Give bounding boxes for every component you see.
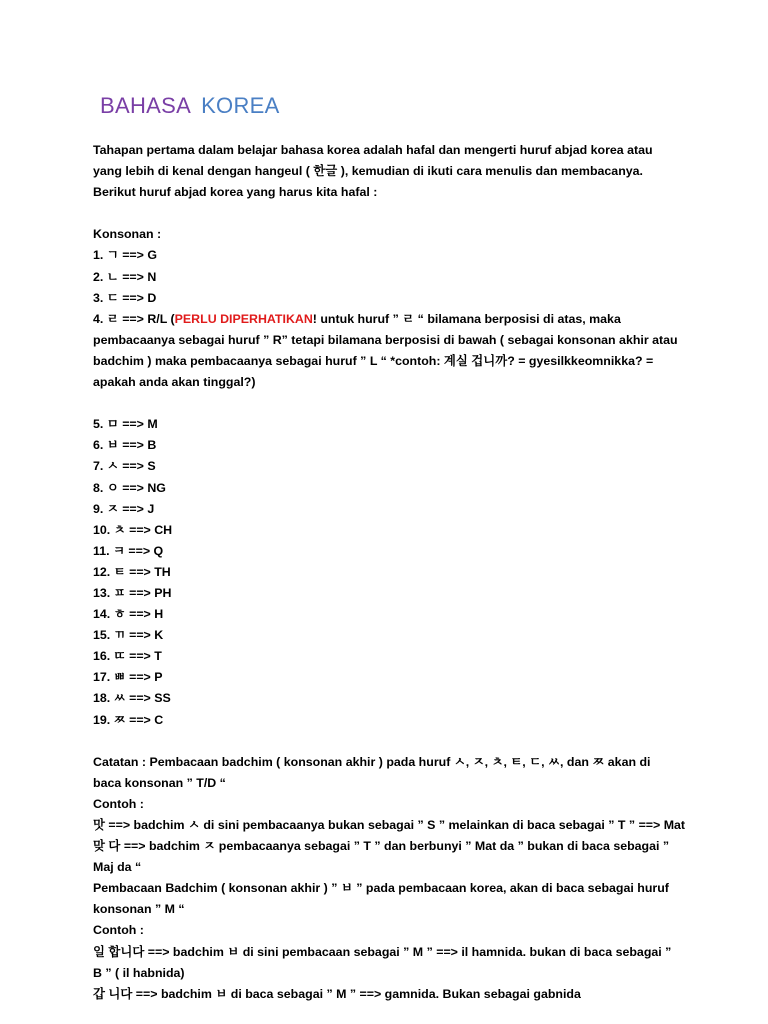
title-word-korea: KOREA: [201, 93, 280, 118]
consonant-item: 16. ㄸ ==> T: [93, 649, 162, 664]
consonant-item: 5. ㅁ ==> M: [93, 417, 158, 432]
item4-prefix: 4. ㄹ ==> R/L (: [93, 311, 175, 326]
catatan-line: Catatan : Pembacaan badchim ( konsonan akhir ) pada huruf ㅅ, ㅈ, ㅊ, ㅌ, ㄷ, ㅆ, dan ㅉ akan di: [93, 754, 651, 769]
consonant-item: 9. ㅈ ==> J: [93, 501, 155, 516]
intro-line: Tahapan pertama dalam belajar bahasa korea adalah hafal dan mengerti huruf abjad korea atau: [93, 143, 653, 157]
item4-suffix: ! untuk huruf ” ㄹ “ bilamana berposisi di atas, maka: [312, 311, 621, 326]
catatan-line: konsonan ” M “: [93, 902, 185, 917]
catatan-line: Pembacaan Badchim ( konsonan akhir ) ” ㅂ ” pada pembacaan korea, akan di baca sebagai huruf: [93, 881, 669, 896]
example-line: 갑 니다 ==> badchim ㅂ di baca sebagai ” M ” ==> gamnida. Bukan sebagai gabnida: [93, 986, 581, 1001]
intro-line: Berikut huruf abjad korea yang harus kita hafal :: [93, 185, 378, 200]
spacer: [93, 731, 683, 752]
example-line: 맞 다 ==> badchim ㅈ pembacaanya sebagai ” T ” dan berbunyi ” Mat da ” bukan di baca sebagai ”: [93, 839, 670, 854]
item4-line: apakah anda akan tinggal?): [93, 375, 256, 390]
contoh-heading: Contoh :: [93, 923, 144, 938]
consonant-item: 19. ㅉ ==> C: [93, 712, 164, 727]
item4-line: pembacaanya sebagai huruf ” R” tetapi bilamana berposisi di bawah ( sebagai konsonan akhir atau: [93, 332, 678, 347]
consonant-item: 12. ㅌ ==> TH: [93, 564, 171, 579]
consonant-item: 8. ㅇ ==> NG: [93, 480, 166, 495]
spacer: [93, 393, 683, 414]
consonant-item: 2. ㄴ ==> N: [93, 269, 157, 284]
consonant-item: 7. ㅅ ==> S: [93, 459, 156, 474]
consonant-item-4: [93, 309, 683, 330]
title-word-bahasa: BAHASA: [100, 93, 192, 118]
consonant-item: 11. ㅋ ==> Q: [93, 543, 164, 558]
intro-line: yang lebih di kenal dengan hangeul ( 한글 ), kemudian di ikuti cara menulis dan membacanya.: [93, 164, 643, 179]
example-line: 맛 ==> badchim ㅅ di sini pembacaanya bukan sebagai ” S ” melainkan di baca sebagai ” T ” ==> Mat: [93, 818, 686, 832]
example-line: 일 합니다 ==> badchim ㅂ di sini pembacaan sebagai ” M ” ==> il hamnida. bukan di baca sebagai ”: [93, 944, 672, 959]
consonant-item: 15. ㄲ ==> K: [93, 628, 164, 643]
page-title: [100, 93, 280, 119]
catatan-line: baca konsonan ” T/D “: [93, 775, 226, 790]
document-body: [93, 140, 686, 1005]
consonant-item: 17. ㅃ ==> P: [93, 670, 163, 685]
consonant-item: 1. ㄱ ==> G: [93, 248, 157, 263]
consonant-item: 18. ㅆ ==> SS: [93, 691, 171, 706]
item4-line: badchim ) maka pembacaanya sebagai huruf ” L “ *contoh: 계실 겁니까? = gyesilkkeomnikka? =: [93, 353, 654, 368]
consonant-item: 10. ㅊ ==> CH: [93, 522, 173, 537]
example-line: Maj da “: [93, 860, 142, 875]
consonant-item: 3. ㄷ ==> D: [93, 290, 157, 305]
konsonan-heading: Konsonan :: [93, 227, 162, 242]
attention-highlight: PERLU DIPERHATIKAN: [174, 311, 313, 326]
example-line: B ” ( il habnida): [93, 965, 185, 980]
spacer: [93, 203, 683, 224]
consonant-item: 13. ㅍ ==> PH: [93, 585, 172, 600]
contoh-heading: Contoh :: [93, 796, 144, 811]
consonant-item: 14. ㅎ ==> H: [93, 607, 164, 622]
consonant-item: 6. ㅂ ==> B: [93, 438, 157, 453]
